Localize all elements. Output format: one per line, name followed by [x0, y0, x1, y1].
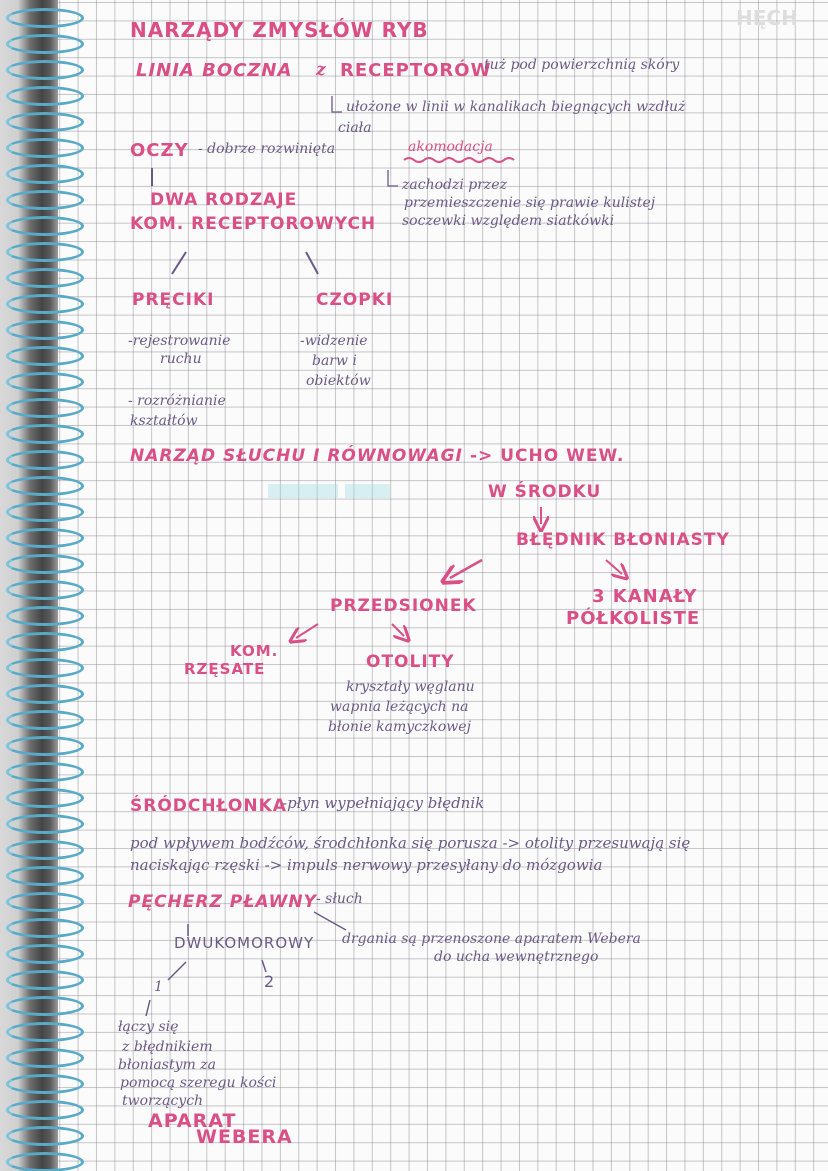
weber-note: drgania są przenoszone aparatem Webera — [342, 931, 641, 947]
hearing-heading: NARZĄD SŁUCHU I RÓWNOWAGI — [130, 446, 463, 466]
arrow — [606, 560, 622, 574]
endolymph-heading: ŚRÓDCHŁONKA — [130, 796, 287, 816]
hair-cells-label: KOM. — [230, 642, 279, 660]
accommodation-note: przemieszczenie się prawie kulistej — [404, 195, 656, 211]
hook-arrow — [332, 96, 342, 112]
lateral-line-receptors: RECEPTORÓW — [340, 60, 492, 81]
lateral-line-note: ułożone w linii w kanalikach biegnących wzdłuż — [346, 99, 686, 115]
arrow — [296, 624, 318, 638]
weber-apparatus-label: WEBERA — [196, 1126, 293, 1148]
connector-line — [146, 1000, 150, 1016]
lateral-line-note: tuż pod powierzchnią skóry — [484, 57, 680, 73]
receptor-types-heading: KOM. RECEPTOROWYCH — [130, 214, 377, 234]
rods-note: -rejestrowanie — [128, 333, 231, 349]
labyrinth-label: BŁĘDNIK BŁONIASTY — [516, 530, 730, 550]
rods-note: kształtów — [130, 413, 198, 429]
inner-ear-label: -> UCHO WEW. — [470, 446, 625, 466]
chamber-note: błoniastym za — [118, 1057, 216, 1073]
endolymph-text: naciskając rzęski -> impuls nerwowy przesyłany do mózgowia — [130, 856, 603, 874]
chamber-note: z błędnikiem — [122, 1039, 213, 1055]
canals-label: 3 KANAŁY — [592, 586, 698, 607]
connector-line — [262, 960, 266, 972]
connector-line — [172, 252, 186, 274]
endolymph-note: -płyn wypełniający błędnik — [282, 794, 485, 812]
vestibule-label: PRZEDSIONEK — [330, 596, 477, 616]
weber-apparatus-label: APARAT — [148, 1110, 237, 1132]
chamber-note: tworzących — [122, 1093, 204, 1109]
arrow — [450, 560, 482, 578]
accommodation-note: soczewki względem siatkówki — [402, 213, 615, 229]
canals-label: PÓŁKOLISTE — [566, 608, 701, 629]
chamber-number: 1 — [154, 979, 163, 995]
hair-cells-label: RZĘSATE — [184, 660, 266, 678]
page-title: NARZĄDY ZMYSŁÓW RYB — [130, 18, 429, 42]
accommodation-term: akomodacja — [408, 139, 493, 155]
two-chamber-label: DWUKOMOROWY — [174, 934, 315, 952]
accommodation-note: zachodzi przez — [402, 177, 507, 193]
otoliths-note: błonie kamyczkowej — [328, 719, 471, 735]
lateral-line-note: ciała — [338, 120, 372, 136]
rods-heading: PRĘCIKI — [132, 290, 215, 310]
endolymph-text: pod wpływem bodźców, środchłonka się porusza -> otolity przesuwają się — [130, 834, 691, 852]
otoliths-note: wapnia leżących na — [330, 699, 469, 715]
corner-mark: HĘCH — [736, 6, 798, 30]
otoliths-label: OTOLITY — [366, 652, 455, 672]
weber-note: do ucha wewnętrznego — [434, 949, 599, 965]
swim-bladder-heading: PĘCHERZ PŁAWNY — [128, 892, 317, 912]
chamber-note: pomocą szeregu kości — [120, 1075, 277, 1091]
rods-note: ruchu — [160, 351, 202, 367]
eyes-heading: OCZY — [130, 140, 189, 161]
cones-note: -widzenie — [300, 333, 368, 349]
chamber-number: 2 — [264, 972, 275, 991]
lateral-line-connector: z — [316, 60, 326, 80]
connector-line — [314, 912, 346, 930]
wavy-underline — [404, 158, 514, 162]
inside-label: W ŚRODKU — [488, 482, 602, 502]
lateral-line-heading: LINIA BOCZNA — [136, 60, 293, 81]
cones-note: barw i — [312, 353, 357, 369]
connector-line — [306, 252, 318, 274]
receptor-types-heading: DWA RODZAJE — [150, 190, 298, 210]
cones-heading: CZOPKI — [316, 290, 394, 310]
chamber-note: łączy się — [118, 1019, 179, 1035]
hook-arrow — [388, 170, 398, 186]
connector-line — [168, 962, 186, 980]
eyes-note: - dobrze rozwinięta — [198, 141, 336, 157]
cones-note: obiektów — [306, 373, 371, 389]
swim-bladder-note: - słuch — [316, 891, 363, 907]
otoliths-note: kryształy węglanu — [346, 679, 475, 695]
arrow — [392, 624, 404, 636]
rods-note: - rozróżnianie — [128, 393, 226, 409]
